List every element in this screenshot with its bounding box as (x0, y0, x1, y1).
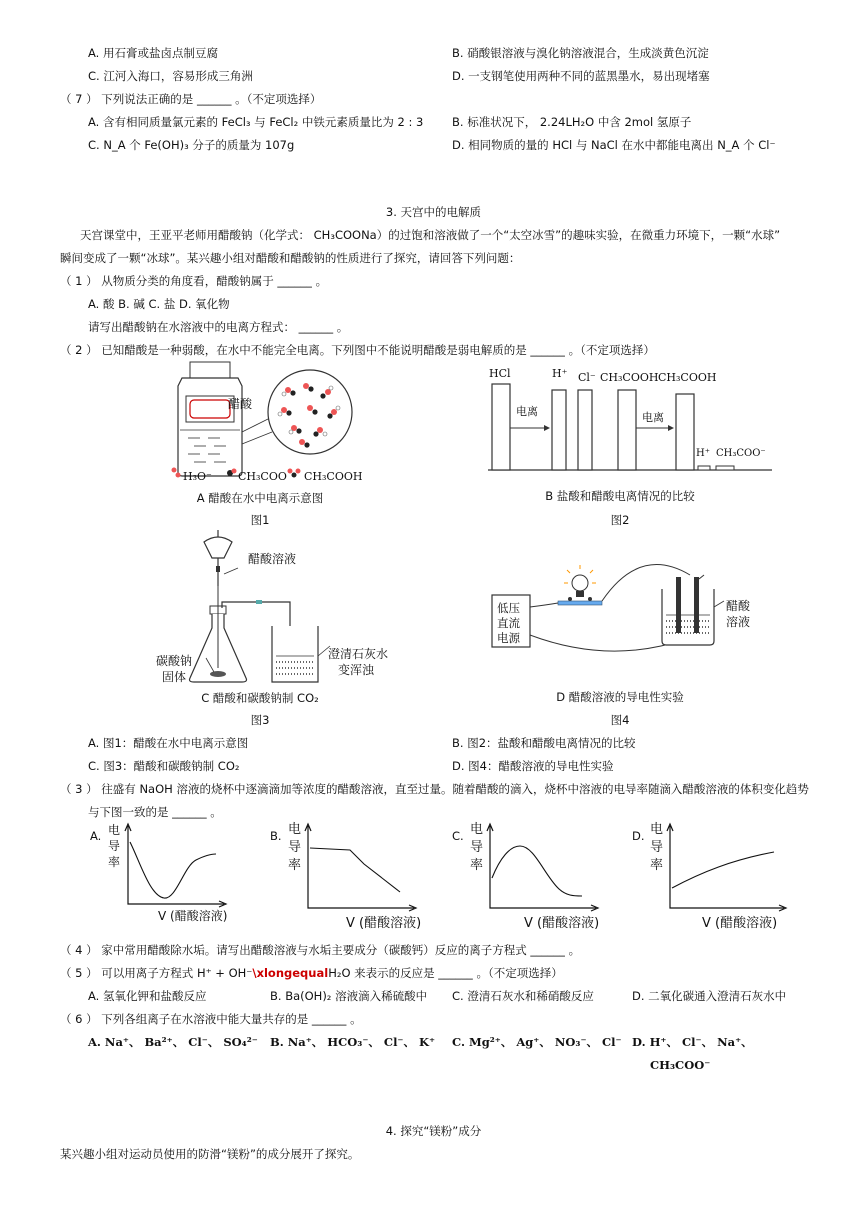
section3-intro-2: 瞬间变成了一颗“冰球”。某兴趣小组对醋酸和醋酸钠的性质进行了探究，请回答下列问题： (60, 251, 521, 265)
figure-b-label-cl: Cl⁻ (578, 371, 596, 384)
figure-a-caption: A 醋酸在水中电离示意图 (196, 491, 324, 505)
q3-stem-2: 与下图一致的是 ______ 。 (88, 805, 222, 819)
graph-a-ylabel-2: 导 (108, 839, 121, 853)
q6-option-a: A. Na⁺、 Ba²⁺、 Cl⁻、 SO₄²⁻ (88, 1035, 258, 1049)
figure-d-power-2: 直流 (497, 616, 520, 630)
graph-b-xlabel: V (醋酸溶液) (346, 916, 422, 931)
figure-c-solid-label-2: 固体 (162, 670, 187, 684)
graph-a-xlabel: V (醋酸溶液) (158, 909, 228, 923)
q5-stem-pre: （ 5 ） 可以用离子方程式 H⁺ + OH⁻ (60, 966, 253, 980)
graph-c (482, 822, 602, 912)
q7-option-d: D. 相同物质的量的 HCl 与 NaCl 在水中都能电离出 N_A 个 Cl⁻ (452, 138, 776, 152)
graph-c-ylabel-2: 导 (470, 840, 484, 855)
graph-d-ylabel-3: 率 (650, 858, 664, 873)
q5-stem (60, 965, 563, 981)
graph-b-ylabel-2: 导 (288, 840, 302, 855)
figure-c-solid-label-1: 碳酸钠 (156, 654, 193, 668)
q5-option-c: C. 澄清石灰水和稀硝酸反应 (452, 989, 594, 1003)
graph-a-ylabel-3: 率 (108, 855, 121, 869)
figure-2-number: 图2 (610, 513, 630, 527)
q3-stem-1: （ 3 ） 往盛有 NaOH 溶液的烧杯中逐滴滴加等浓度的醋酸溶液，直至过量。随着醋酸的滴入，烧杯中溶液的电导率随滴入醋酸溶液的体积变化趋势 (60, 782, 809, 796)
q2-option-b: B. 图2：盐酸和醋酸电离情况的比较 (452, 736, 636, 750)
figure-1-number: 图1 (250, 513, 270, 527)
figure-b-label-ac: CH₃COO⁻ (716, 448, 766, 459)
q2-option-c: C. 图3：醋酸和碳酸钠制 CO₂ (88, 759, 240, 773)
q7-stem: （ 7 ） 下列说法正确的是 ______ 。（不定项选择） (60, 92, 322, 106)
q2-option-a: A. 图1：醋酸在水中电离示意图 (88, 736, 249, 750)
q6-option-b: B. Na⁺、 HCO₃⁻、 Cl⁻、 K⁺ (270, 1035, 436, 1049)
figure-d-solution-2: 溶液 (726, 615, 751, 629)
figure-a-legend-3: CH₃COOH (304, 470, 363, 483)
section3-title: 3. 天宫中的电解质 (385, 205, 482, 219)
q5-stem-red: \xlongequal (252, 966, 329, 980)
figure-b-label-ch3cooh-1: CH₃COOH (600, 371, 659, 384)
figure-a-bottle-label: 醋酸 (228, 397, 253, 411)
q5-option-d: D. 二氧化碳通入澄清石灰水中 (632, 989, 787, 1003)
graph-d-letter: D. (632, 829, 645, 843)
section4-intro: 某兴趣小组对运动员使用的防滑“镁粉”的成分展开了探究。 (60, 1147, 360, 1161)
graph-c-ylabel-1: 电 (470, 822, 484, 837)
q2-option-d: D. 图4：醋酸溶液的导电性实验 (452, 759, 614, 773)
q7-option-c: C. N_A 个 Fe(OH)₃ 分子的质量为 107g (88, 138, 295, 152)
q5-option-b: B. Ba(OH)₂ 溶液滴入稀硫酸中 (270, 989, 428, 1003)
q5-option-a: A. 氢氧化钾和盐酸反应 (88, 989, 207, 1003)
graph-d (662, 822, 790, 912)
graph-a-ylabel-1: 电 (108, 823, 121, 837)
graph-c-ylabel-3: 率 (470, 858, 484, 873)
q6-option-d: D. H⁺、 Cl⁻、 Na⁺、 (632, 1035, 753, 1049)
section3-intro-1: 天宫课堂中，王亚平老师用醋酸钠（化学式： CH₃COONa）的过饱和溶液做了一个“太空冰雪”的趣味实验，在微重力环境下，一颗“水球” (80, 228, 781, 242)
option-d: D. 一支钢笔使用两种不同的蓝黑墨水，易出现堵塞 (452, 69, 710, 83)
figure-c-beaker-label-1: 澄清石灰水 (328, 647, 389, 661)
q7-option-b: B. 标准状况下， 2.24LH₂O 中含 2mol 氢原子 (452, 115, 692, 129)
figure-d-solution-1: 醋酸 (726, 599, 751, 613)
figure-d-apparatus (490, 555, 730, 665)
graph-d-ylabel-1: 电 (650, 822, 664, 837)
figure-c-caption: C 醋酸和碳酸钠制 CO₂ (201, 691, 319, 705)
section4-title: 4. 探究“镁粉”成分 (385, 1124, 482, 1138)
graph-a-letter: A. (90, 829, 102, 843)
graph-c-letter: C. (452, 829, 464, 843)
option-c: C. 江河入海口，容易形成三角洲 (88, 69, 253, 83)
figure-b-label-hcl: HCl (489, 367, 511, 380)
figure-d-power-3: 电源 (497, 631, 520, 645)
q1-stem: （ 1 ） 从物质分类的角度看，醋酸钠属于 ______ 。 (60, 274, 328, 288)
graph-b-ylabel-3: 率 (288, 858, 302, 873)
option-a: A. 用石膏或盐卤点制豆腐 (88, 46, 218, 60)
figure-a-legend-1: H₃O⁻ (183, 470, 212, 483)
figure-c-beaker-label-2: 变浑浊 (338, 663, 375, 677)
graph-a (120, 822, 230, 908)
q6-option-d-continued: CH₃COO⁻ (650, 1058, 711, 1072)
graph-b-ylabel-1: 电 (288, 822, 302, 837)
figure-b-label-ch3cooh-2: CH₃COOH (658, 371, 717, 384)
figure-3-number: 图3 (250, 713, 270, 727)
figure-4-number: 图4 (610, 713, 630, 727)
graph-b-letter: B. (270, 829, 282, 843)
q4-stem: （ 4 ） 家中常用醋酸除水垢。请写出醋酸溶液与水垢主要成分（碳酸钙）反应的离子方程式 ______ 。 (60, 943, 581, 957)
figure-d-caption: D 醋酸溶液的导电性实验 (556, 690, 684, 704)
figure-b-label-h: H⁺ (552, 367, 568, 380)
option-b: B. 硝酸银溶液与溴化钠溶液混合，生成淡黄色沉淀 (452, 46, 709, 60)
figure-b-label-h2: H⁺ (696, 448, 710, 459)
graph-b (300, 822, 420, 912)
q7-option-a: A. 含有相同质量氯元素的 FeCl₃ 与 FeCl₂ 中铁元素质量比为 2 : 3 (88, 115, 424, 129)
q1-sub: 请写出醋酸钠在水溶液中的电离方程式： ______ 。 (88, 320, 349, 334)
figure-d-power-1: 低压 (497, 601, 520, 615)
figure-b-arrow-1-label: 电离 (516, 405, 538, 418)
figure-b-caption: B 盐酸和醋酸电离情况的比较 (545, 489, 695, 503)
graph-c-xlabel: V (醋酸溶液) (524, 916, 600, 931)
figure-b-arrow-2-label: 电离 (642, 411, 664, 424)
figure-a-legend-2: CH₃COO (238, 470, 287, 483)
q1-options: A. 酸 B. 碱 C. 盐 D. 氧化物 (88, 297, 230, 311)
q6-stem: （ 6 ） 下列各组离子在水溶液中能大量共存的是 ______ 。 (60, 1012, 362, 1026)
q2-stem: （ 2 ） 已知醋酸是一种弱酸，在水中不能完全电离。下列图中不能说明醋酸是弱电解质的是 ______ 。（不定项选择） (60, 343, 655, 357)
q5-stem-post: H₂O 来表示的反应是 ______ 。（不定项选择） (328, 966, 563, 980)
graph-d-ylabel-2: 导 (650, 840, 664, 855)
figure-c-funnel-label: 醋酸溶液 (248, 552, 297, 566)
graph-d-xlabel: V (醋酸溶液) (702, 916, 778, 931)
q6-option-c: C. Mg²⁺、 Ag⁺、 NO₃⁻、 Cl⁻ (452, 1035, 622, 1049)
